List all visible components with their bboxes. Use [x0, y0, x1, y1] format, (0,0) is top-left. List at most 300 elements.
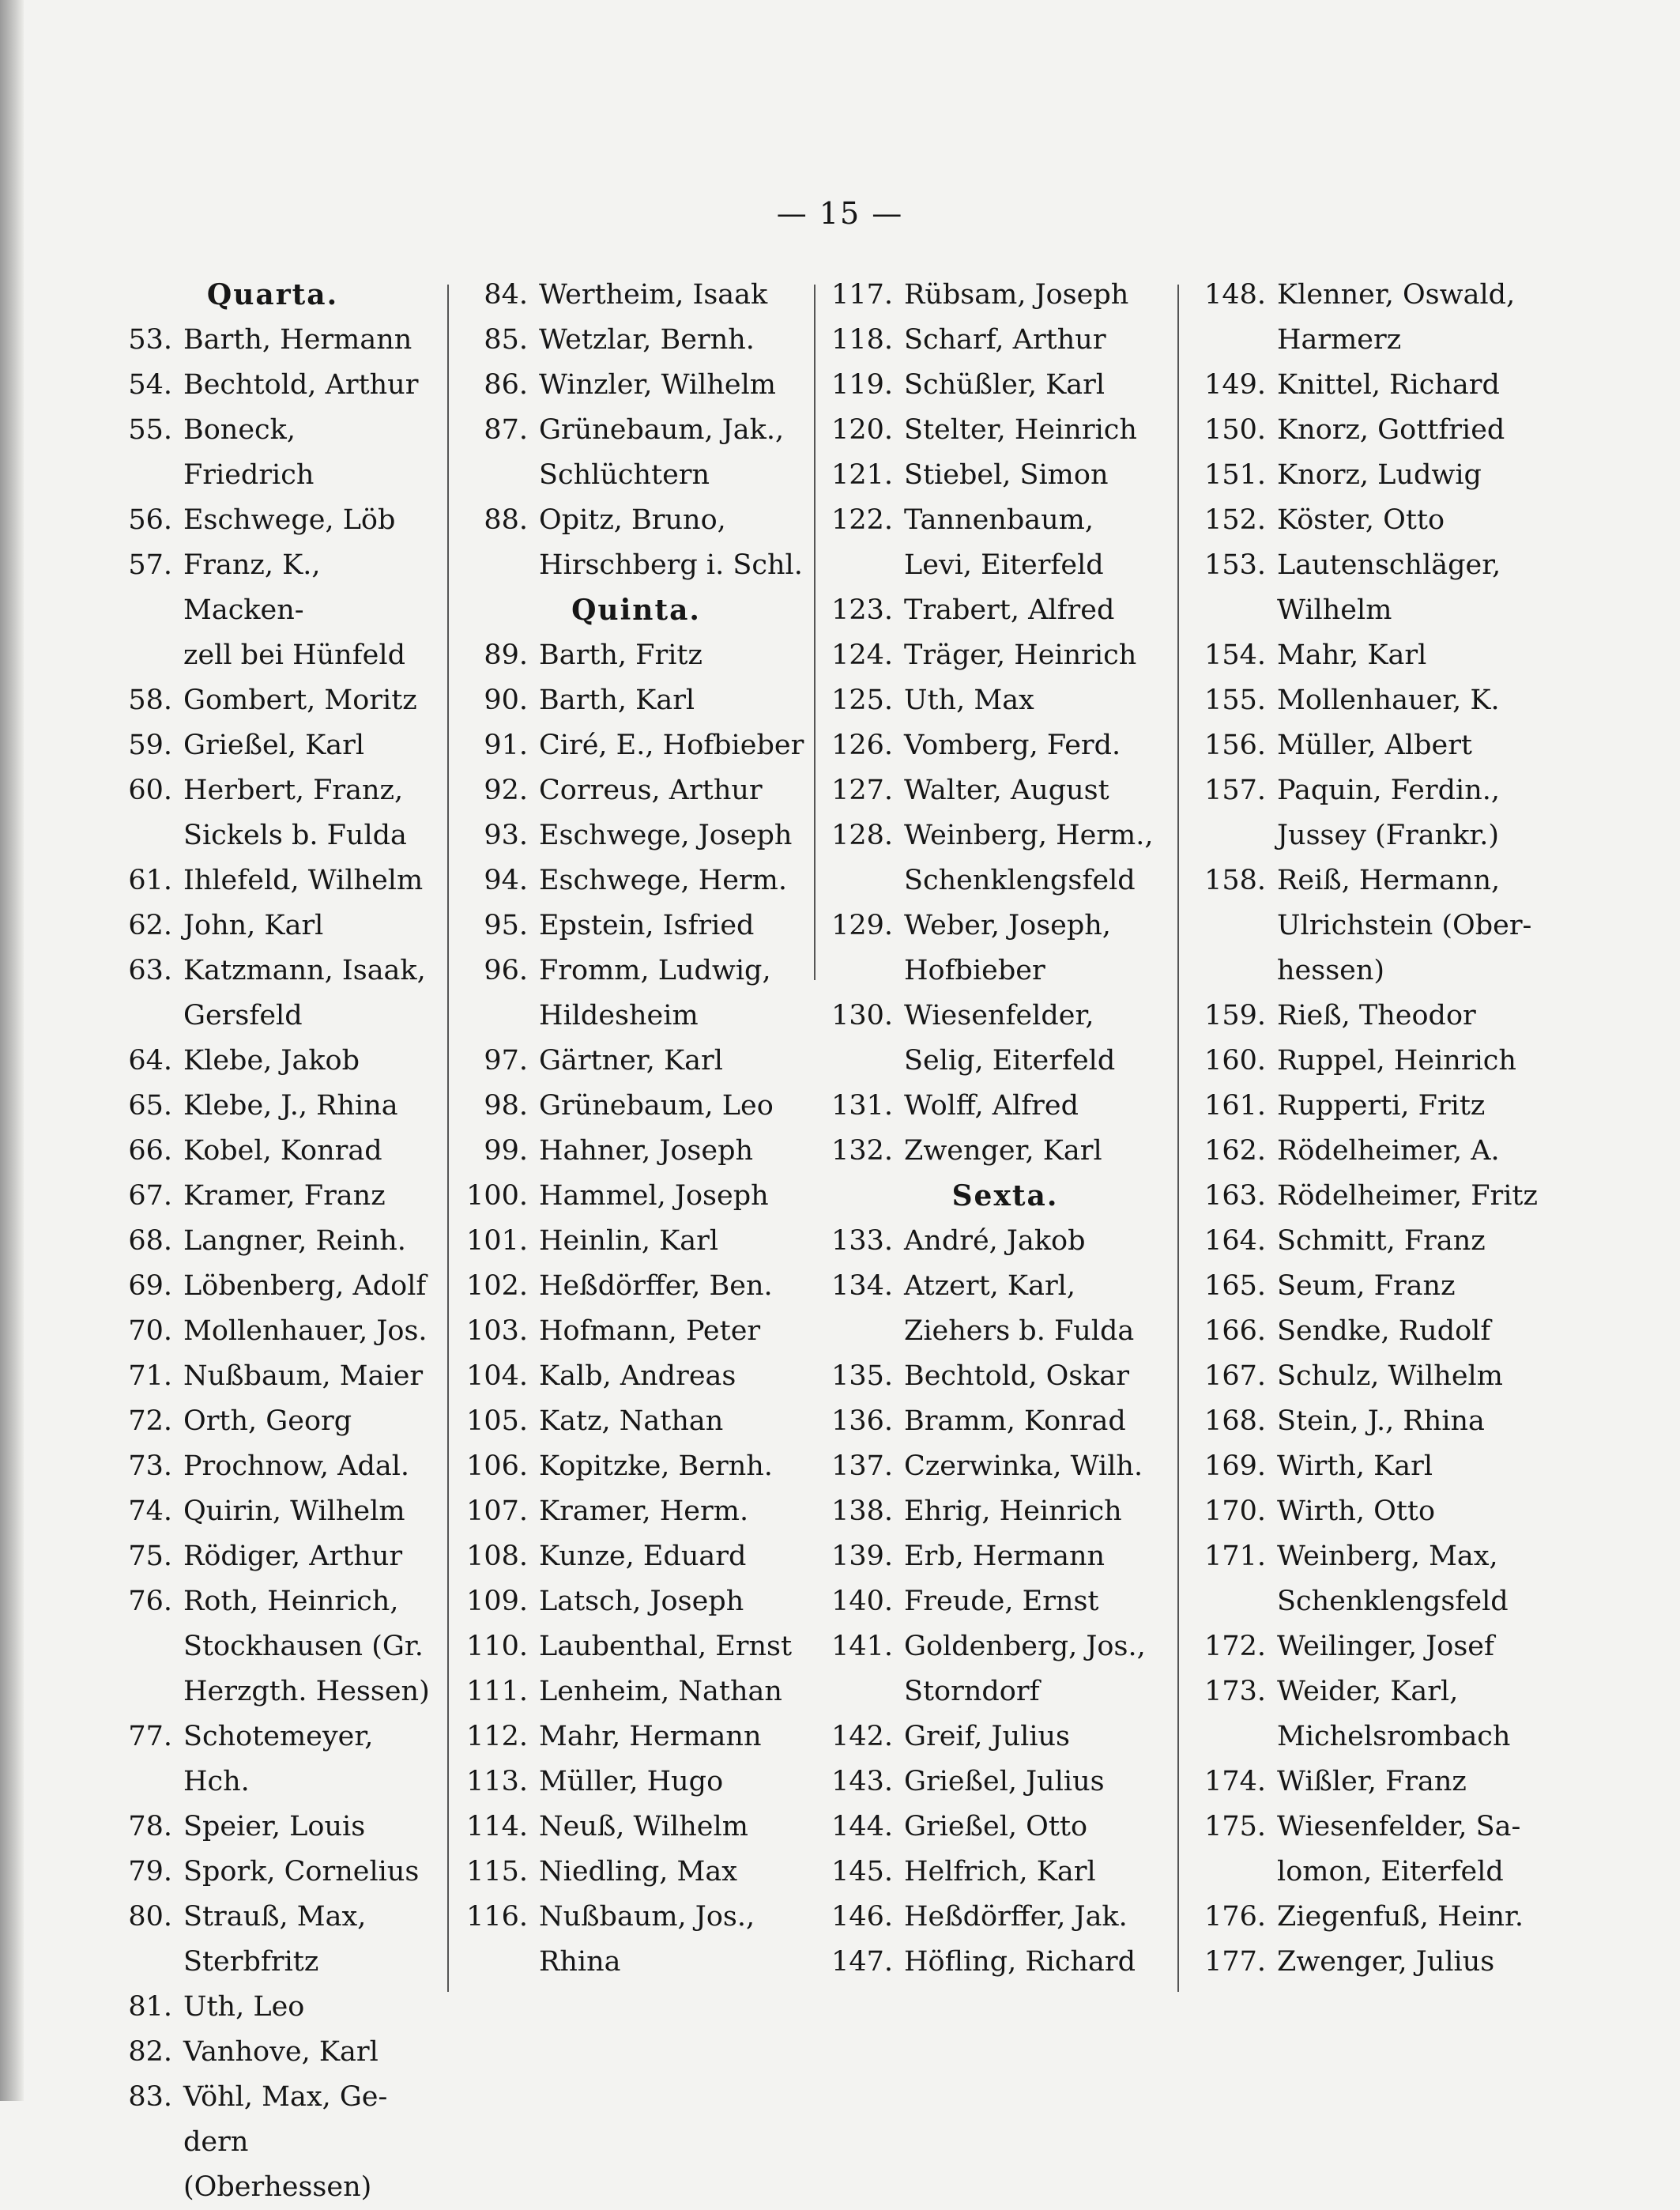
list-item [831, 1579, 1179, 1624]
list-item [1193, 1399, 1573, 1444]
entry-name: Strauß, Max, Sterbfritz [183, 1901, 367, 1978]
list-item [1193, 768, 1573, 858]
entry-number: 114. [466, 1811, 528, 1842]
entry-number: 175. [1204, 1811, 1266, 1842]
entry-name: Müller, Albert [1277, 730, 1472, 761]
entry-name: Czerwinka, Wilh. [904, 1450, 1143, 1482]
list-item [831, 273, 1179, 318]
entry-name: Zwenger, Karl [904, 1135, 1102, 1167]
entry-name: Wertheim, Isaak [539, 279, 768, 311]
list-item [111, 1039, 435, 1084]
entry-number: 79. [128, 1856, 172, 1888]
list-item [111, 1084, 435, 1129]
entry-number: 158. [1204, 865, 1266, 896]
entry-name: Barth, Hermann [183, 324, 412, 356]
list-item [466, 1039, 806, 1084]
entry-name: Knorz, Gottfried [1277, 414, 1505, 446]
list-item [1193, 1940, 1573, 1985]
list-item [466, 1669, 806, 1714]
list-item [831, 903, 1179, 994]
entry-number: 97. [484, 1045, 528, 1077]
entry-number: 71. [128, 1360, 172, 1392]
entry-number: 128. [831, 820, 893, 851]
entry-number: 89. [484, 639, 528, 671]
entry-number: 165. [1204, 1270, 1266, 1302]
list-item [831, 1895, 1179, 1940]
entry-name: Klebe, J., Rhina [183, 1090, 398, 1122]
entry-number: 118. [831, 324, 893, 356]
entry-number: 117. [831, 279, 893, 311]
list-item [1193, 363, 1573, 408]
entry-number: 121. [831, 459, 893, 491]
entry-number: 62. [128, 910, 172, 941]
entry-number: 92. [484, 775, 528, 806]
list-item [831, 363, 1179, 408]
list-item [466, 768, 806, 813]
entry-number: 63. [128, 955, 172, 986]
list-item [1193, 1895, 1573, 1940]
entry-number: 171. [1204, 1541, 1266, 1572]
entry-name: Ruppel, Heinrich [1277, 1045, 1516, 1077]
list-item [831, 994, 1179, 1084]
entry-name: Lautenschläger, Wilhelm [1277, 549, 1501, 626]
entry-name: Mahr, Hermann [539, 1721, 762, 1752]
list-item [1193, 1084, 1573, 1129]
list-item [1193, 1309, 1573, 1354]
list-item [831, 633, 1179, 678]
entry-number: 141. [831, 1631, 893, 1662]
entry-number: 123. [831, 594, 893, 626]
entry-name: Neuß, Wilhelm [539, 1811, 748, 1842]
list-item [466, 498, 806, 588]
list-item [466, 1174, 806, 1219]
entry-number: 143. [831, 1766, 893, 1797]
entry-name: Laubenthal, Ernst [539, 1631, 793, 1662]
entry-name: Stelter, Heinrich [904, 414, 1137, 446]
entry-number: 133. [831, 1225, 893, 1257]
list-item [111, 1219, 435, 1264]
list-item [111, 1399, 435, 1444]
entry-number: 55. [128, 414, 172, 446]
entry-name: Wiesenfelder, Selig, Eiterfeld [904, 1000, 1116, 1077]
list-item [1193, 678, 1573, 723]
entry-name: Heinlin, Karl [539, 1225, 719, 1257]
entry-number: 172. [1204, 1631, 1266, 1662]
list-item [1193, 1039, 1573, 1084]
entry-number: 160. [1204, 1045, 1266, 1077]
entry-name: Ziegenfuß, Heinr. [1277, 1901, 1524, 1933]
list-item [111, 1489, 435, 1534]
list-item [831, 1805, 1179, 1850]
entry-name: Walter, August [904, 775, 1109, 806]
list-item [466, 1444, 806, 1489]
list-item [831, 1850, 1179, 1895]
entry-number: 146. [831, 1901, 893, 1933]
column-3 [831, 273, 1179, 1985]
entry-name: Gombert, Moritz [183, 684, 417, 716]
entry-name: Quirin, Wilhelm [183, 1495, 405, 1527]
entry-name: Grießel, Otto [904, 1811, 1088, 1842]
entry-number: 116. [466, 1901, 528, 1933]
entry-number: 132. [831, 1135, 893, 1167]
list-item [1193, 1669, 1573, 1759]
entry-name: Stein, J., Rhina [1277, 1405, 1485, 1437]
entry-number: 108. [466, 1541, 528, 1572]
list-item [831, 1444, 1179, 1489]
entry-number: 149. [1204, 369, 1266, 401]
entry-name: Eschwege, Herm. [539, 865, 787, 896]
entry-number: 100. [466, 1180, 528, 1212]
list-item [111, 498, 435, 543]
entry-name: Hammel, Joseph [539, 1180, 769, 1212]
entry-name: Kramer, Herm. [539, 1495, 749, 1527]
list-item [111, 723, 435, 768]
entry-name: Heßdörffer, Ben. [539, 1270, 773, 1302]
entry-name: Seum, Franz [1277, 1270, 1456, 1302]
entry-name: Wetzlar, Bernh. [539, 324, 755, 356]
list-item [111, 858, 435, 903]
entry-name: Köster, Otto [1277, 504, 1445, 536]
entry-number: 138. [831, 1495, 893, 1527]
list-item [466, 813, 806, 858]
list-item [1193, 858, 1573, 994]
entry-name: Uth, Leo [183, 1991, 305, 2023]
entry-number: 87. [484, 414, 528, 446]
list-item [1193, 994, 1573, 1039]
entry-name: Löbenberg, Adolf [183, 1270, 427, 1302]
entry-name: Grünebaum, Jak., Schlüchtern [539, 414, 785, 491]
entry-number: 98. [484, 1090, 528, 1122]
entry-number: 73. [128, 1450, 172, 1482]
list-item [831, 678, 1179, 723]
list-item [466, 318, 806, 363]
list-item [466, 1714, 806, 1759]
list-item [466, 1309, 806, 1354]
list-item [1193, 1354, 1573, 1399]
list-item [111, 1534, 435, 1579]
entry-name: Ehrig, Heinrich [904, 1495, 1122, 1527]
entry-name: Niedling, Max [539, 1856, 737, 1888]
list-item [1193, 1444, 1573, 1489]
entry-name: Goldenberg, Jos., Storndorf [904, 1631, 1146, 1707]
list-item [111, 1579, 435, 1714]
list-item [1193, 498, 1573, 543]
list-item [466, 858, 806, 903]
list-item [466, 633, 806, 678]
entry-number: 136. [831, 1405, 893, 1437]
entry-number: 145. [831, 1856, 893, 1888]
list-item [1193, 723, 1573, 768]
entry-name: Franz, K., Macken- zell bei Hünfeld [183, 549, 405, 671]
entry-name: Klenner, Oswald, Harmerz [1277, 279, 1516, 356]
list-item [831, 1129, 1179, 1174]
list-item [111, 948, 435, 1039]
entry-name: Epstein, Isfried [539, 910, 755, 941]
entry-number: 60. [128, 775, 172, 806]
entry-name: Prochnow, Adal. [183, 1450, 410, 1482]
entry-name: Kobel, Konrad [183, 1135, 382, 1167]
entry-number: 130. [831, 1000, 893, 1031]
entry-name: Latsch, Joseph [539, 1586, 744, 1617]
entry-number: 148. [1204, 279, 1266, 311]
list-item [1193, 1264, 1573, 1309]
column-divider [447, 285, 449, 1992]
entry-number: 176. [1204, 1901, 1266, 1933]
entry-name: Mahr, Karl [1277, 639, 1427, 671]
entry-name: Wißler, Franz [1277, 1766, 1467, 1797]
list-item [111, 408, 435, 498]
entry-number: 137. [831, 1450, 893, 1482]
entry-name: André, Jakob [904, 1225, 1086, 1257]
entry-name: Eschwege, Joseph [539, 820, 793, 851]
list-item [1193, 543, 1573, 633]
entry-number: 94. [484, 865, 528, 896]
list-item [111, 1850, 435, 1895]
entry-number: 54. [128, 369, 172, 401]
entry-number: 102. [466, 1270, 528, 1302]
entry-name: Ciré, E., Hofbieber [539, 730, 804, 761]
entry-name: Rübsam, Joseph [904, 279, 1129, 311]
entry-name: Grünebaum, Leo [539, 1090, 774, 1122]
entry-name: Kunze, Eduard [539, 1541, 747, 1572]
list-item [1193, 1534, 1573, 1624]
entry-name: Kopitzke, Bernh. [539, 1450, 773, 1482]
entry-number: 142. [831, 1721, 893, 1752]
entry-number: 109. [466, 1586, 528, 1617]
entry-name: Wiesenfelder, Sa- lomon, Eiterfeld [1277, 1811, 1521, 1888]
entry-number: 66. [128, 1135, 172, 1167]
list-item [111, 1309, 435, 1354]
entry-number: 67. [128, 1180, 172, 1212]
entry-number: 61. [128, 865, 172, 896]
entry-number: 56. [128, 504, 172, 536]
entry-number: 125. [831, 684, 893, 716]
entry-number: 131. [831, 1090, 893, 1122]
list-item [111, 2075, 435, 2210]
list-item [831, 813, 1179, 903]
entry-number: 72. [128, 1405, 172, 1437]
entry-name: Nußbaum, Jos., Rhina [539, 1901, 755, 1978]
entry-name: Correus, Arthur [539, 775, 763, 806]
entry-number: 93. [484, 820, 528, 851]
list-item [466, 1624, 806, 1669]
entry-number: 113. [466, 1766, 528, 1797]
entry-name: John, Karl [183, 910, 324, 941]
entry-name: Schulz, Wilhelm [1277, 1360, 1503, 1392]
entry-number: 159. [1204, 1000, 1266, 1031]
entry-name: Weider, Karl, Michelsrombach [1277, 1676, 1511, 1752]
entry-number: 84. [484, 279, 528, 311]
entry-name: Erb, Hermann [904, 1541, 1106, 1572]
entry-number: 99. [484, 1135, 528, 1167]
list-item [1193, 1759, 1573, 1805]
list-item [111, 678, 435, 723]
list-item [466, 903, 806, 948]
page-edge-shadow [0, 0, 24, 2101]
entry-name: Knittel, Richard [1277, 369, 1500, 401]
entry-name: Speier, Louis [183, 1811, 366, 1842]
entry-name: Bechtold, Oskar [904, 1360, 1130, 1392]
entry-number: 103. [466, 1315, 528, 1347]
entry-name: Winzler, Wilhelm [539, 369, 776, 401]
entry-number: 107. [466, 1495, 528, 1527]
list-item [831, 1489, 1179, 1534]
entry-number: 129. [831, 910, 893, 941]
list-item [831, 1219, 1179, 1264]
entry-number: 147. [831, 1946, 893, 1978]
entry-number: 75. [128, 1541, 172, 1572]
list-item [1193, 453, 1573, 498]
entry-name: Rupperti, Fritz [1277, 1090, 1486, 1122]
list-item [1193, 1489, 1573, 1534]
list-item [466, 1354, 806, 1399]
entry-number: 77. [128, 1721, 172, 1752]
entry-number: 96. [484, 955, 528, 986]
entry-name: Katzmann, Isaak, Gersfeld [183, 955, 426, 1031]
list-item [466, 1805, 806, 1850]
list-item [466, 363, 806, 408]
entry-name: Weinberg, Herm., Schenklengsfeld [904, 820, 1154, 896]
entry-name: Eschwege, Löb [183, 504, 396, 536]
entry-number: 106. [466, 1450, 528, 1482]
entry-number: 111. [466, 1676, 528, 1707]
column-1 [111, 273, 435, 2210]
entry-name: Helfrich, Karl [904, 1856, 1096, 1888]
entry-number: 152. [1204, 504, 1266, 536]
entry-number: 104. [466, 1360, 528, 1392]
entry-name: Boneck, Friedrich [183, 414, 315, 491]
list-item [111, 903, 435, 948]
entry-name: Freude, Ernst [904, 1586, 1099, 1617]
list-item [831, 768, 1179, 813]
entry-number: 90. [484, 684, 528, 716]
entry-number: 110. [466, 1631, 528, 1662]
entry-name: Rödiger, Arthur [183, 1541, 403, 1572]
list-item [111, 1174, 435, 1219]
entry-name: Stiebel, Simon [904, 459, 1109, 491]
list-item [466, 1399, 806, 1444]
list-item [831, 1714, 1179, 1759]
entry-number: 166. [1204, 1315, 1266, 1347]
entry-number: 174. [1204, 1766, 1266, 1797]
entry-name: Sendke, Rudolf [1277, 1315, 1491, 1347]
entry-number: 135. [831, 1360, 893, 1392]
entry-name: Barth, Fritz [539, 639, 703, 671]
list-item [466, 408, 806, 498]
entry-number: 115. [466, 1856, 528, 1888]
entry-number: 83. [128, 2081, 172, 2113]
entry-name: Atzert, Karl, Ziehers b. Fulda [904, 1270, 1135, 1347]
entry-name: Spork, Cornelius [183, 1856, 420, 1888]
entry-name: Vomberg, Ferd. [904, 730, 1121, 761]
entry-number: 120. [831, 414, 893, 446]
list-item [111, 1714, 435, 1805]
entry-number: 139. [831, 1541, 893, 1572]
entry-name: Opitz, Bruno, Hirschberg i. Schl. [539, 504, 803, 581]
entry-number: 65. [128, 1090, 172, 1122]
list-item [111, 2030, 435, 2075]
column-4 [1193, 273, 1573, 1985]
entry-name: Herbert, Franz, Sickels b. Fulda [183, 775, 407, 851]
entry-number: 168. [1204, 1405, 1266, 1437]
entry-number: 144. [831, 1811, 893, 1842]
entry-number: 161. [1204, 1090, 1266, 1122]
entry-name: Rödelheimer, Fritz [1277, 1180, 1538, 1212]
class-heading: Quinta. [571, 594, 701, 627]
entry-name: Fromm, Ludwig, Hildesheim [539, 955, 771, 1031]
list-item [111, 363, 435, 408]
entry-number: 105. [466, 1405, 528, 1437]
list-item [831, 453, 1179, 498]
entry-name: Vöhl, Max, Ge- dern (Oberhessen) [183, 2081, 388, 2203]
entry-number: 153. [1204, 549, 1266, 581]
entry-name: Langner, Reinh. [183, 1225, 406, 1257]
list-item [1193, 1624, 1573, 1669]
list-item [111, 1444, 435, 1489]
entry-name: Vanhove, Karl [183, 2036, 379, 2068]
entry-number: 156. [1204, 730, 1266, 761]
entry-number: 85. [484, 324, 528, 356]
entry-number: 69. [128, 1270, 172, 1302]
entry-name: Katz, Nathan [539, 1405, 724, 1437]
entry-number: 177. [1204, 1946, 1266, 1978]
list-item [111, 543, 435, 678]
entry-name: Roth, Heinrich, Stockhausen (Gr. Herzgth. Hessen) [183, 1586, 430, 1707]
entry-name: Weilinger, Josef [1277, 1631, 1494, 1662]
entry-name: Rödelheimer, A. [1277, 1135, 1500, 1167]
entry-name: Weinberg, Max, Schenklengsfeld [1277, 1541, 1509, 1617]
entry-name: Tannenbaum, Levi, Eiterfeld [904, 504, 1104, 581]
list-item [466, 1895, 806, 1985]
list-item [111, 1264, 435, 1309]
list-item [111, 1895, 435, 1985]
entry-name: Reiß, Hermann, Ulrichstein (Ober- hessen) [1277, 865, 1532, 986]
list-item [831, 1399, 1179, 1444]
entry-number: 122. [831, 504, 893, 536]
entry-name: Gärtner, Karl [539, 1045, 723, 1077]
column-2 [466, 273, 806, 1985]
list-item [831, 723, 1179, 768]
list-item [831, 1264, 1179, 1354]
list-item [111, 1985, 435, 2030]
list-item [466, 1264, 806, 1309]
entry-name: Grießel, Karl [183, 730, 365, 761]
entry-number: 124. [831, 639, 893, 671]
entry-number: 167. [1204, 1360, 1266, 1392]
entry-name: Kalb, Andreas [539, 1360, 736, 1392]
entry-name: Greif, Julius [904, 1721, 1071, 1752]
class-heading: Sexta. [951, 1179, 1059, 1212]
entry-name: Knorz, Ludwig [1277, 459, 1482, 491]
entry-number: 127. [831, 775, 893, 806]
entry-number: 119. [831, 369, 893, 401]
list-item [831, 408, 1179, 453]
entry-number: 80. [128, 1901, 172, 1933]
list-item [466, 1129, 806, 1174]
column-divider [814, 285, 816, 980]
entry-name: Klebe, Jakob [183, 1045, 360, 1077]
list-item [831, 1624, 1179, 1714]
entry-name: Schmitt, Franz [1277, 1225, 1486, 1257]
entry-number: 140. [831, 1586, 893, 1617]
entry-name: Wirth, Karl [1277, 1450, 1433, 1482]
list-item [831, 588, 1179, 633]
list-item [466, 1850, 806, 1895]
entry-name: Wolff, Alfred [904, 1090, 1079, 1122]
entry-name: Mollenhauer, Jos. [183, 1315, 428, 1347]
entry-number: 91. [484, 730, 528, 761]
list-item [466, 678, 806, 723]
